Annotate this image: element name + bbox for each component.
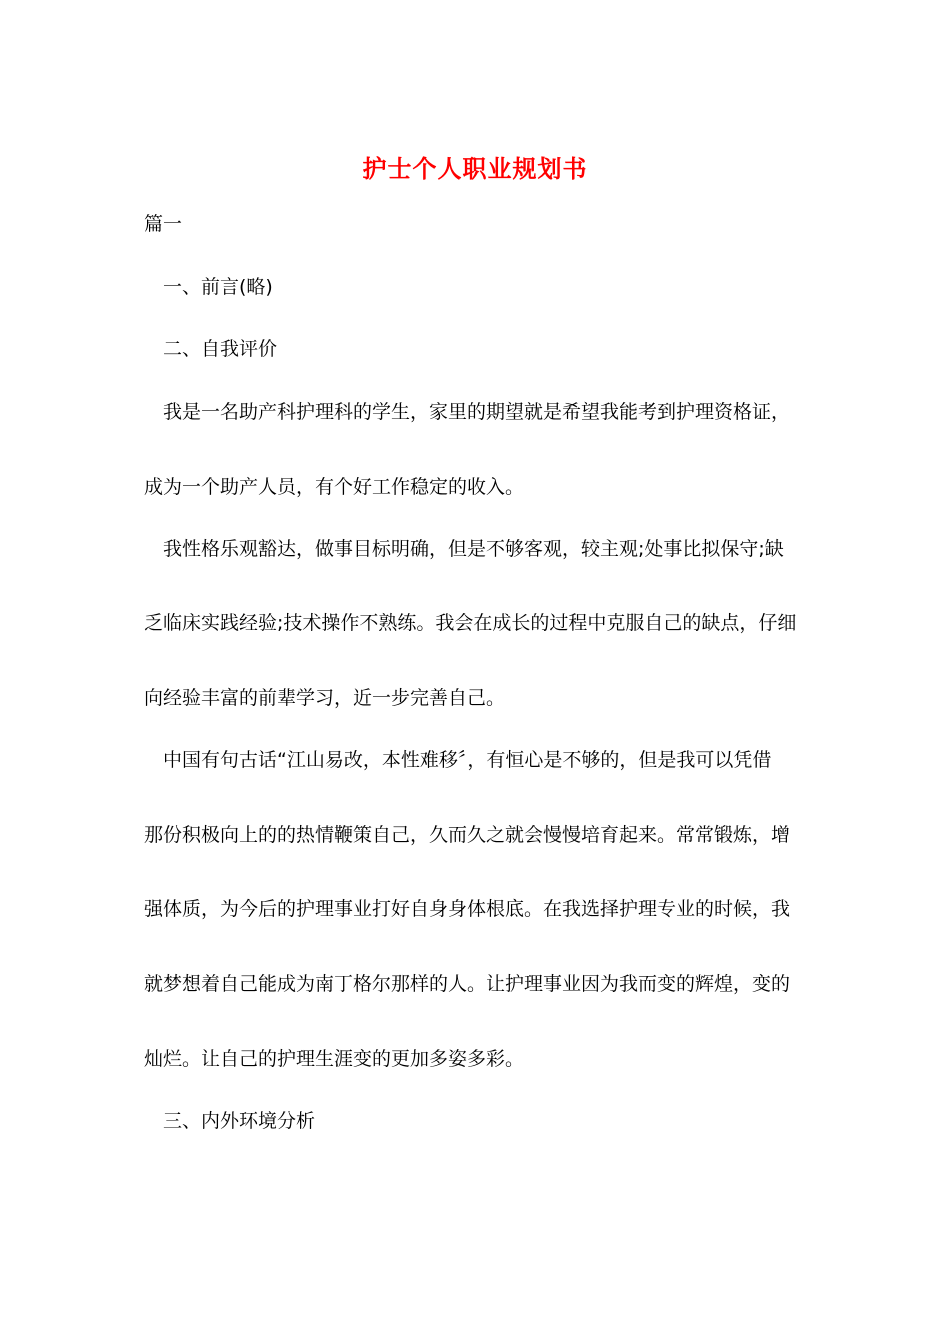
paragraph-line: 乏临床实践经验;技术操作不熟练。我会在成长的过程中克服自己的缺点，仔细 (144, 612, 797, 634)
heading-environment-analysis: 三、内外环境分析 (163, 1110, 316, 1132)
paragraph-line: 强体质，为今后的护理事业打好自身身体根底。在我选择护理专业的时候，我 (144, 898, 791, 920)
paragraph-line: 我是一名助产科护理科的学生，家里的期望就是希望我能考到护理资格证， (163, 401, 791, 423)
paragraph-line: 灿烂。让自己的护理生涯变的更加多姿多彩。 (144, 1048, 525, 1070)
paragraph-line: 那份积极向上的的热情鞭策自己，久而久之就会慢慢培育起来。常常锻炼，增 (144, 824, 791, 846)
heading-preface: 一、前言(略) (163, 276, 273, 298)
paragraph-line: 我性格乐观豁达，做事目标明确，但是不够客观，较主观;处事比拟保守;缺 (163, 538, 784, 560)
paragraph-line: 就梦想着自己能成为南丁格尔那样的人。让护理事业因为我而变的辉煌，变的 (144, 973, 791, 995)
document-title: 护士个人职业规划书 (362, 154, 588, 183)
paragraph-line: 成为一个助产人员，有个好工作稳定的收入。 (144, 476, 525, 498)
paragraph-line: 向经验丰富的前辈学习，近一步完善自己。 (144, 687, 506, 709)
paragraph-line: 中国有句古话“江山易改，本性难移〞，有恒心是不够的，但是我可以凭借 (163, 749, 772, 771)
heading-self-evaluation: 二、自我评价 (163, 338, 278, 360)
section-label: 篇一 (144, 213, 183, 235)
